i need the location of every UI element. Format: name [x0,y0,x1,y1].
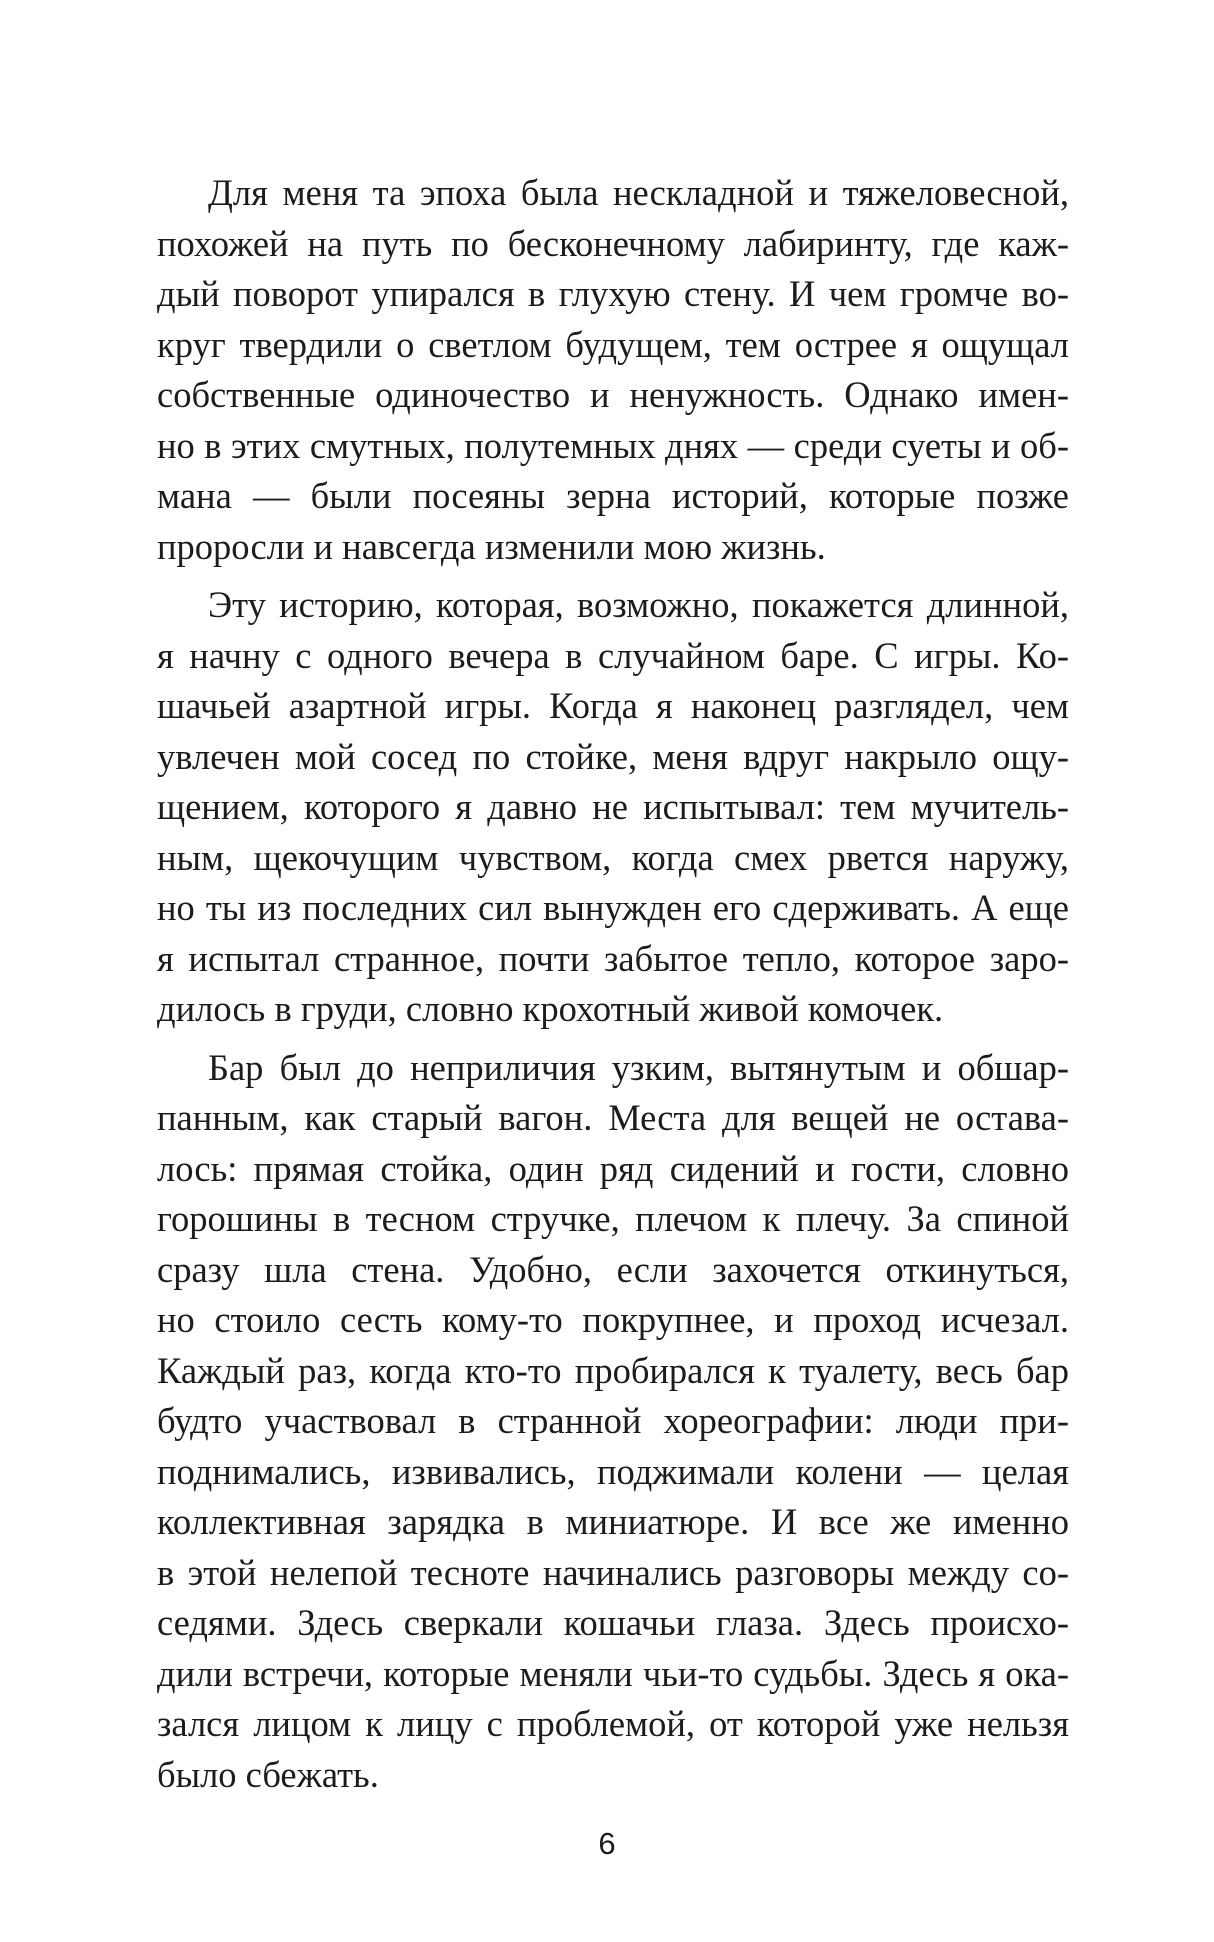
text-line: седями. Здесь сверкали кошачьи глаза. Здесь происхо- [157,1602,1069,1643]
text-line: ным, щекочущим чувством, когда смех рвется наружу, [157,836,1069,878]
text-line: Бар был до неприличия узким, вытянутым и обшар- [208,1046,1069,1088]
text-line: дый поворот упирался в глухую стену. И чем громче во- [157,273,1069,314]
text-line: коллективная зарядка в миниатюре. И все же именно [157,1501,1069,1542]
text-line: но в этих смутных, полутемных днях — среди суеты и об- [157,424,1069,466]
text-line: мана — были посеяны зерна историй, которые позже [157,475,1069,516]
text-line: круг твердили о светлом будущем, тем острее я ощущал [157,323,1069,365]
text-line: но стоило сесть кому-то покрупнее, и проход исчезал. [157,1299,1069,1340]
text-line: шачьей азартной игры. Когда я наконец разглядел, чем [157,685,1069,726]
text-line: горошины в тесном стручке, плечом к плечу. За спиной [157,1198,1069,1239]
text-line: я испытал странное, почти забытое тепло, которое заро- [157,937,1069,979]
text-line: поднимались, извивались, поджимали колени — целая [157,1450,1069,1492]
text-line: Эту историю, которая, возможно, покажется длинной, [208,584,1069,625]
text-line: похожей на путь по бесконечному лабиринту, где каж- [157,222,1069,264]
page-number: 6 [598,1826,616,1861]
text-line: дилось в груди, словно крохотный живой комочек. [157,988,944,1029]
text-line: увлечен мой сосед по стойке, меня вдруг накрыло ощу- [157,735,1069,777]
text-line: лось: прямая стойка, один ряд сидений и гости, словно [157,1147,1069,1189]
text-line: щением, которого я давно не испытывал: тем мучитель- [157,786,1069,827]
text-line: собственные одиночество и ненужность. Однако имен- [157,374,1069,415]
paragraph-3 [157,1043,1069,1801]
body-text [157,168,1069,1808]
text-line: в этой нелепой тесноте начинались разговоры между со- [157,1551,1069,1593]
text-line: панным, как старый вагон. Места для вещей не остава- [157,1097,1069,1138]
text-line: Каждый раз, когда кто-то пробирался к туалету, весь бар [157,1349,1069,1391]
text-line: сразу шла стена. Удобно, если захочется откинуться, [157,1248,1069,1290]
text-line: Для меня та эпоха была нескладной и тяжеловесной, [208,172,1069,213]
text-line: но ты из последних сил вынужден его сдерживать. А еще [157,887,1069,928]
text-line: будто участвовал в странной хореографии: люди при- [157,1400,1069,1441]
text-line: проросли и навсегда изменили мою жизнь. [157,525,826,567]
text-line: зался лицом к лицу с проблемой, от которой уже нельзя [157,1703,1069,1744]
text-line: дили встречи, которые меняли чьи-то судьбы. Здесь я ока- [157,1652,1069,1694]
text-line: было сбежать. [157,1753,379,1795]
paragraph-1 [157,168,1069,572]
paragraph-2 [157,580,1069,1035]
text-line: я начну с одного вечера в случайном баре. С игры. Ко- [157,634,1069,676]
